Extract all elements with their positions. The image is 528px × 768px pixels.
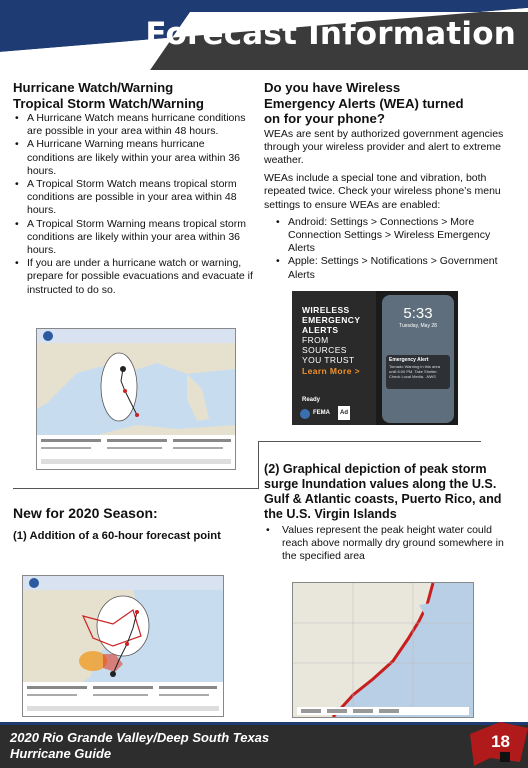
storm-surge-map [292,582,474,718]
footer-title [10,730,269,762]
page-title: Forecast Information [145,16,516,52]
storm-surge-list [264,524,510,564]
phone-alert-card [386,355,450,389]
wea-learn-more: Learn More > [302,366,360,376]
new-season-heading: New for 2020 Season: [13,505,158,521]
storm-surge-section [264,462,510,564]
alert-title: Emergency Alert [389,357,429,363]
watch-warning-section [13,80,253,297]
list-item: • A Hurricane Warning means hurricane conditions are likely within your area within 36 hours. [13,138,253,178]
wea-ad-line: SOURCES [302,345,347,355]
footer-line-1: 2020 Rio Grande Valley/Deep South Texas [10,730,270,745]
wea-heading: Do you have Wireless Emergency Alerts (WEA) turned on for your phone? [264,80,464,126]
dhs-seal-icon [300,409,310,419]
fema-logo: FEMA [313,410,330,416]
wea-ad-line: WIRELESS [302,305,350,315]
ad-council-logo: Ad [338,406,350,420]
list-item: • If you are under a hurricane watch or warning, prepare for possible evacuations and evacuate if instructed to do so. [13,257,253,297]
wea-section [264,80,514,282]
wea-paragraph-2: WEAs include a special tone and vibration, both repeated twice. Check your wireless phone’s menu settings to ensure WEAs are enabled: [264,172,501,211]
list-item: • Android: Settings > Connections > More Connection Settings > Wireless Emergency Alerts [274,216,514,256]
watch-warning-heading [13,80,253,111]
storm-surge-heading: (2) Graphical depiction of peak storm surge Inundation values along the U.S. Gulf & Atlantic coasts, Puerto Rico, and the U.S. Virgin Islands [264,462,502,521]
list-item: • A Tropical Storm Warning means tropical storm conditions are likely within your area within 36 hours. [13,218,253,258]
footer-line-2: Hurricane Guide [10,746,112,761]
wea-settings-list [274,216,514,282]
forecast-cone-map-1 [36,328,236,470]
forecast-cone-map-2 [22,575,224,717]
wea-ad-line: YOU TRUST [302,355,355,365]
list-item: • Apple: Settings > Notifications > Government Alerts [274,255,514,281]
heading-line-2: Tropical Storm Watch/Warning [13,95,204,111]
wea-ad-line: EMERGENCY [302,315,361,325]
ready-logo: Ready [302,397,321,403]
phone-illustration [382,295,454,423]
new-season-item-1: (1) Addition of a 60-hour forecast point [13,530,221,542]
divider-right [259,441,481,442]
phone-clock: 5:33 [403,305,433,322]
alert-body: Tornado Warning in this area until 6:00 PM. Take Shelter. Check Local Media. -NWS [389,364,440,379]
divider-vertical [258,441,259,489]
wea-advertisement-image [292,291,458,425]
list-item: • Values represent the peak height water could reach above normally dry ground somewhere in the specified area [264,524,510,564]
page-number: 18 [491,732,510,751]
list-item: • A Tropical Storm Watch means tropical storm conditions are possible in your area within 48 hours. [13,178,253,218]
page-footer [0,722,528,768]
phone-date: Tuesday, May 28 [399,323,437,329]
heading-line-1: Hurricane Watch/Warning [13,80,174,95]
new-season-section [13,505,253,543]
wea-ad-line: ALERTS [302,325,339,335]
divider-left [13,488,259,489]
page-header [0,0,528,70]
wea-paragraph-1: WEAs are sent by authorized government agencies through your wireless provider and alert to extreme weather. [264,127,504,166]
watch-warning-list [13,112,253,297]
list-item: • A Hurricane Watch means hurricane conditions are possible in your area within 48 hours. [13,112,253,138]
wea-ad-line: FROM [302,335,329,345]
